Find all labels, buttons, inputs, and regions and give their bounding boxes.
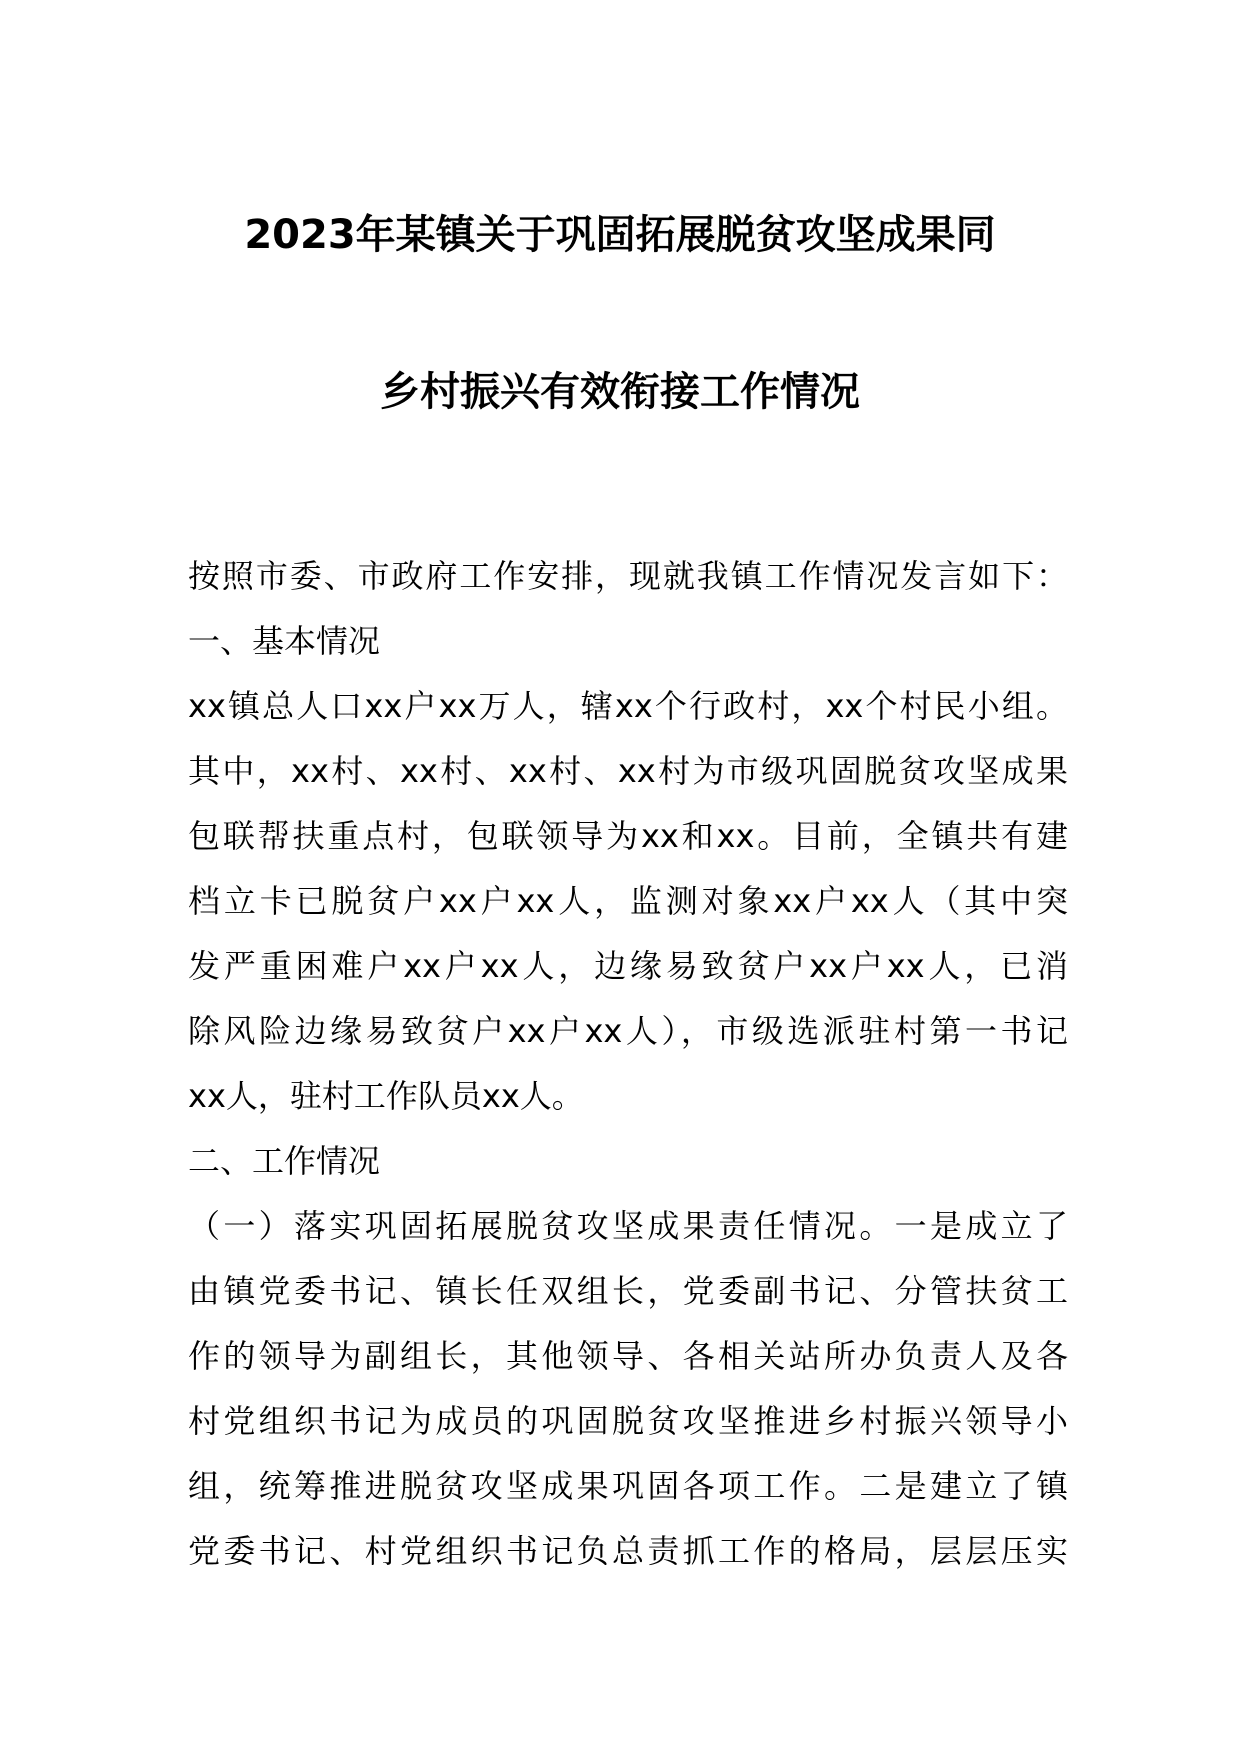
section-heading-work-situation: 二、工作情况 [188,1142,381,1180]
document-title-line-1: 2023年某镇关于巩固拓展脱贫攻坚成果同 [244,212,996,258]
paragraph-line: 村党组织书记为成员的巩固脱贫攻坚推进乡村振兴领导小 [188,1402,1068,1440]
paragraph-line: 由镇党委书记、镇长任双组长，党委副书记、分管扶贫工 [188,1272,1068,1310]
paragraph-line: 档立卡已脱贫户xx户xx人，监测对象xx户xx人（其中突 [188,882,1068,920]
paragraph-line: 组，统筹推进脱贫攻坚成果巩固各项工作。二是建立了镇 [188,1467,1068,1505]
paragraph-line: 除风险边缘易致贫户xx户xx人），市级选派驻村第一书记 [188,1012,1068,1050]
paragraph-line: 其中，xx村、xx村、xx村、xx村为市级巩固脱贫攻坚成果 [188,752,1068,790]
paragraph-line: xx镇总人口xx户xx万人，辖xx个行政村，xx个村民小组。 [188,687,1068,725]
document-title-line-2: 乡村振兴有效衔接工作情况 [380,369,860,415]
paragraph-line: 作的领导为副组长，其他领导、各相关站所办负责人及各 [188,1337,1068,1375]
paragraph-line: 包联帮扶重点村，包联领导为xx和xx。目前，全镇共有建 [188,817,1068,855]
paragraph-line: （一）落实巩固拓展脱贫攻坚成果责任情况。一是成立了 [188,1207,1068,1245]
intro-paragraph: 按照市委、市政府工作安排，现就我镇工作情况发言如下： [188,557,1068,595]
paragraph-line: xx人，驻村工作队员xx人。 [188,1077,584,1115]
section-heading-basic-situation: 一、基本情况 [188,622,381,660]
document-body [188,544,1068,1584]
paragraph-line: 发严重困难户xx户xx人，边缘易致贫户xx户xx人，已消 [188,947,1068,985]
paragraph-line: 党委书记、村党组织书记负总责抓工作的格局，层层压实 [188,1532,1068,1570]
